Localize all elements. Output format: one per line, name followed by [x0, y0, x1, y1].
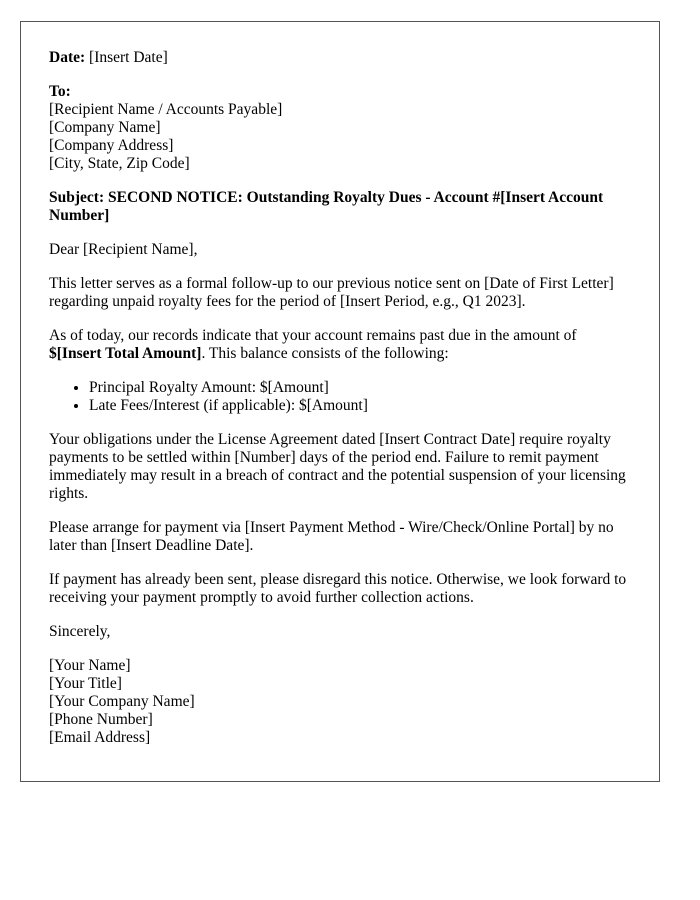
salutation: Dear [Recipient Name], — [49, 241, 198, 258]
recipient-name-line: [Recipient Name / Accounts Payable] — [49, 101, 283, 118]
list-item: • Principal Royalty Amount: $[Amount] — [89, 379, 631, 397]
list-item: • Late Fees/Interest (if applicable): $[Amount] — [89, 397, 631, 415]
signature-block — [49, 657, 631, 747]
signature-phone: [Phone Number] — [49, 711, 153, 728]
total-amount: $[Insert Total Amount] — [49, 345, 202, 362]
subject-line — [49, 189, 631, 225]
paragraph-disregard: If payment has already been sent, please disregard this notice. Otherwise, we look forward to receiving your payment promptly to avoid further collection actions. — [49, 571, 627, 606]
closing: Sincerely, — [49, 623, 111, 640]
to-label: To: — [49, 83, 71, 100]
signature-email: [Email Address] — [49, 729, 151, 746]
signature-company: [Your Company Name] — [49, 693, 195, 710]
paragraph-follow-up: This letter serves as a formal follow-up to our previous notice sent on [Date of First Letter] regarding unpaid royalty fees for the period of [Insert Period, e.g., Q1 2023]. — [49, 275, 614, 310]
signature-name: [Your Name] — [49, 657, 131, 674]
paragraph-obligations: Your obligations under the License Agreement dated [Insert Contract Date] require royalty payments to be settled within [Number] days of the period end. Failure to remit payment immediately may result in a breach of contract and the potential suspension of your licensing rights. — [49, 431, 626, 502]
paragraph-payment-instructions: Please arrange for payment via [Insert Payment Method - Wire/Check/Online Portal] by no later than [Insert Deadline Date]. — [49, 519, 614, 554]
letter-page — [20, 21, 660, 782]
company-address-line: [Company Address] — [49, 137, 174, 154]
date-line — [49, 49, 631, 67]
subject-text-line-1: Subject: SECOND NOTICE: Outstanding Royalty Dues - Account #[Insert Account — [49, 189, 604, 206]
subject-text-line-2: Number] — [49, 207, 110, 224]
signature-title: [Your Title] — [49, 675, 122, 692]
date-label: Date: — [49, 49, 86, 66]
recipient-address-block — [49, 83, 631, 173]
balance-text: As of today, our records indicate that your account remains past due in the amount of — [49, 327, 577, 344]
company-name-line: [Company Name] — [49, 119, 161, 136]
city-state-zip-line: [City, State, Zip Code] — [49, 155, 190, 172]
paragraph-balance — [49, 327, 631, 363]
balance-text-end: . This balance consists of the following: — [201, 345, 449, 362]
balance-items-list — [49, 379, 631, 415]
date-value: [Insert Date] — [89, 49, 168, 66]
